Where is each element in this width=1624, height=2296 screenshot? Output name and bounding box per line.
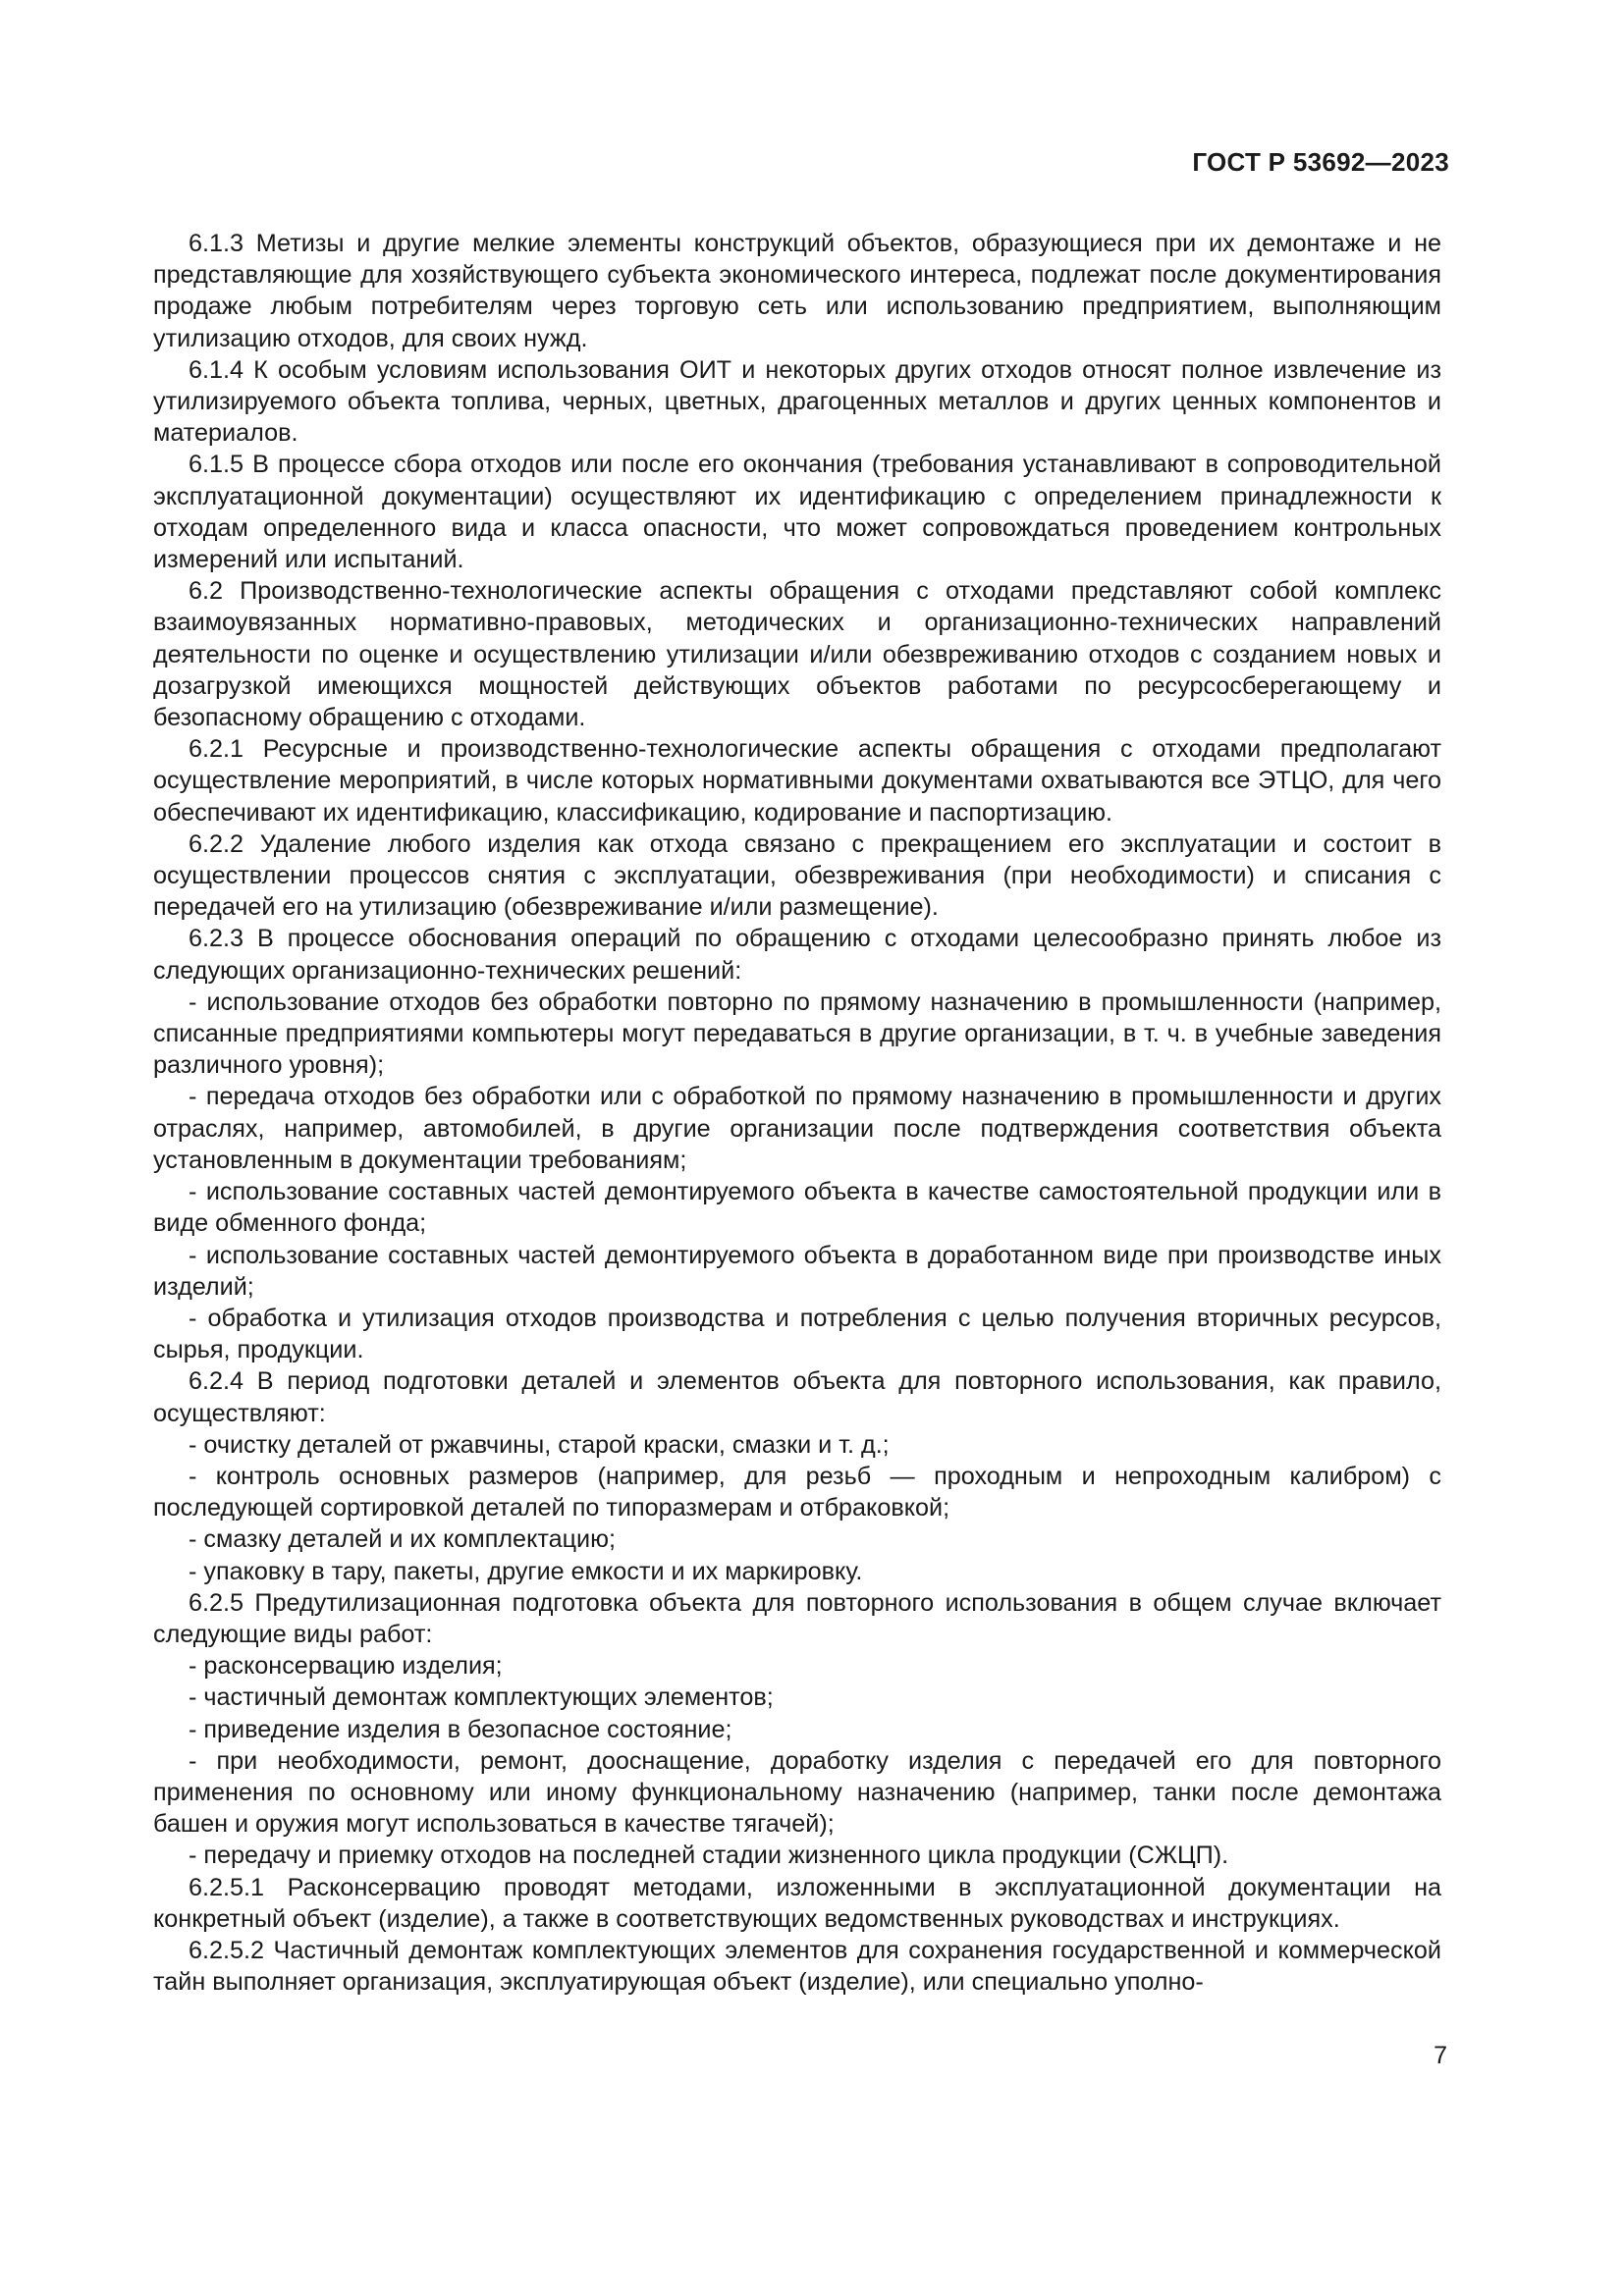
paragraph: - расконсервацию изделия; bbox=[189, 1652, 503, 1681]
paragraph: - смазку деталей и их комплектацию; bbox=[189, 1525, 617, 1554]
paragraph: 6.2.5 Предутилизационная подготовка объекта для повторного использования в общем случае включает следующие виды работ: bbox=[153, 1588, 1441, 1648]
paragraph: 6.2.5.1 Расконсервацию проводят методами, изложенными в эксплуатационной документации на конкретный объект (изделие), а также в соответствующих ведомственных руководствах и инструкциях. bbox=[153, 1873, 1441, 1933]
paragraph: - использование отходов без обработки повторно по прямому назначению в промышленности (например, списанные предприятиями компьютеры могут передаваться в другие организации, в т. ч. в учебные заведения различного уровня); bbox=[153, 988, 1441, 1080]
document-body bbox=[153, 228, 1441, 1998]
paragraph: - использование составных частей демонтируемого объекта в качестве самостоятельной продукции или в виде обменного фонда; bbox=[153, 1178, 1441, 1238]
paragraph: 6.1.3 Метизы и другие мелкие элементы конструкций объектов, образующиеся при их демонтаже и не представляющие для хозяйствующего субъекта экономического интереса, подлежат после документирования продаже любым потребителям через торговую сеть или использованию предприятием, выполняющим утилизацию отходов, для своих нужд. bbox=[153, 230, 1441, 352]
paragraph: - упаковку в тару, пакеты, другие емкости и их маркировку. bbox=[189, 1557, 863, 1585]
paragraph: 6.2.3 В процессе обоснования операций по обращению с отходами целесообразно принять любое из следующих организационно-технических решений: bbox=[153, 925, 1441, 985]
paragraph: 6.2.2 Удаление любого изделия как отхода связано с прекращением его эксплуатации и состоит в осуществлении процессов снятия с эксплуатации, обезвреживания (при необходимости) и списания с передачей его на утилизацию (обезвреживание и/или размещение). bbox=[153, 829, 1441, 922]
page-number: 7 bbox=[1434, 2042, 1447, 2069]
paragraph: - частичный демонтаж комплектующих элементов; bbox=[189, 1683, 774, 1712]
paragraph: - приведение изделия в безопасное состояние; bbox=[189, 1715, 732, 1743]
paragraph: 6.1.5 В процессе сбора отходов или после его окончания (требования устанавливают в сопроводительной эксплуатационной документации) осуществляют их идентификацию с определением принадлежности к отходам определенного вида и класса опасности, что может сопровождаться проведением контрольных измерений или испытаний. bbox=[153, 451, 1441, 574]
paragraph: - обработка и утилизация отходов производства и потребления с целью получения вторичных ресурсов, сырья, продукции. bbox=[153, 1304, 1441, 1364]
paragraph: 6.2.1 Ресурсные и производственно-технологические аспекты обращения с отходами предполагают осуществление мероприятий, в числе которых нормативными документами охватываются все ЭТЦО, для чего обеспечивают их идентификацию, классификацию, кодирование и паспортизацию. bbox=[153, 735, 1441, 827]
paragraph: - передача отходов без обработки или с обработкой по прямому назначению в промышленности и других отраслях, например, автомобилей, в другие организации после подтверждения соответствия объекта установленным в документации требованиям; bbox=[153, 1083, 1441, 1174]
paragraph: - при необходимости, ремонт, дооснащение, доработку изделия с передачей его для повторного применения по основному или иному функциональному назначению (например, танки после демонтажа башен и оружия могут использоваться в качестве тягачей); bbox=[153, 1746, 1441, 1839]
paragraph: - очистку деталей от ржавчины, старой краски, смазки и т. д.; bbox=[189, 1430, 890, 1459]
paragraph: - контроль основных размеров (например, для резьб — проходным и непроходным калибром) с последующей сортировкой деталей по типоразмерам и отбраковкой; bbox=[153, 1462, 1441, 1522]
paragraph: 6.2.4 В период подготовки деталей и элементов объекта для повторного использования, как правило, осуществляют: bbox=[153, 1367, 1441, 1427]
paragraph: - передачу и приемку отходов на последней стадии жизненного цикла продукции (СЖЦП). bbox=[189, 1842, 1229, 1870]
paragraph: - использование составных частей демонтируемого объекта в доработанном виде при производстве иных изделий; bbox=[153, 1241, 1441, 1301]
document-header: ГОСТ Р 53692—2023 bbox=[1192, 147, 1449, 177]
paragraph: 6.2.5.2 Частичный демонтаж комплектующих элементов для сохранения государственной и коммерческой тайн выполняет организация, эксплуатирующая объект (изделие), или специально уполно- bbox=[153, 1936, 1441, 1997]
paragraph: 6.2 Производственно-технологические аспекты обращения с отходами представляют собой комплекс взаимоувязанных нормативно-правовых, методических и организационно-технических направлений деятельности по оценке и осуществлению утилизации и/или обезвреживанию отходов с созданием новых и дозагрузкой имеющихся мощностей действующих объектов работами по ресурсосберегающему и безопасному обращению с отходами. bbox=[153, 577, 1441, 732]
paragraph: 6.1.4 К особым условиям использования ОИТ и некоторых других отходов относят полное извлечение из утилизируемого объекта топлива, черных, цветных, драгоценных металлов и других ценных компонентов и материалов. bbox=[153, 355, 1441, 448]
